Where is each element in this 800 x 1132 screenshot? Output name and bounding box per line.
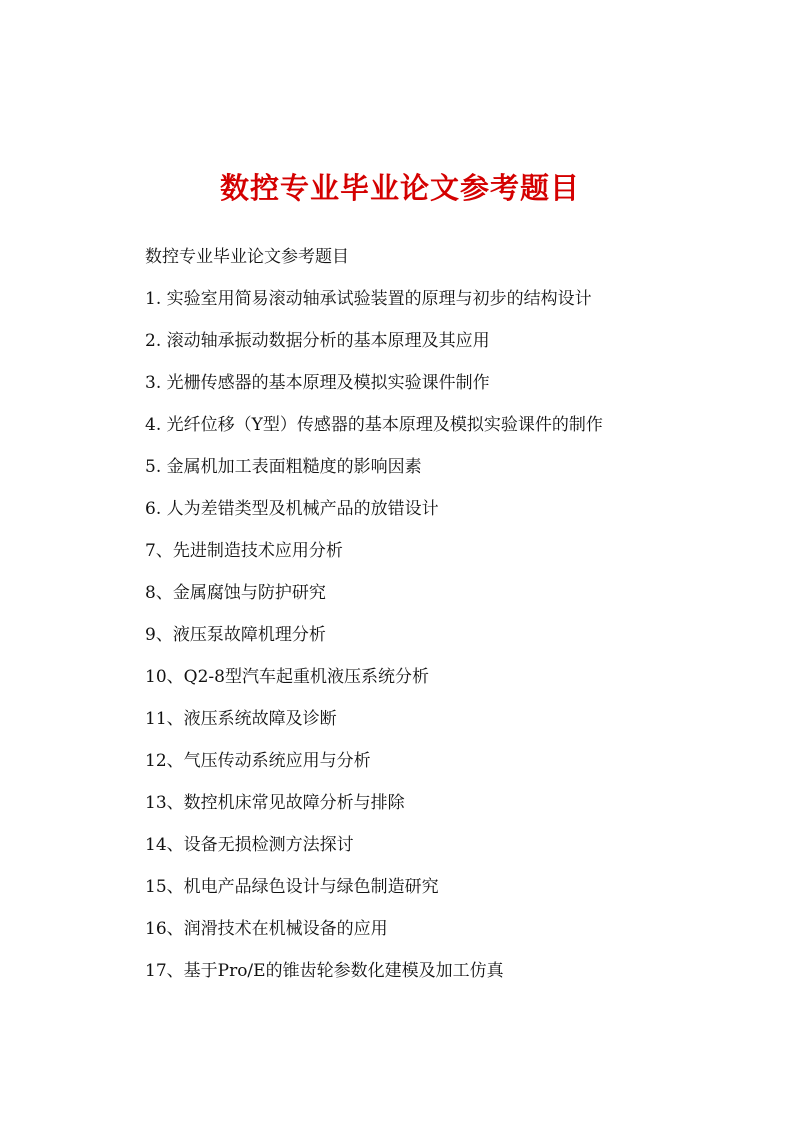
topic-item: 14、设备无损检测方法探讨 [145, 835, 354, 855]
topic-item: 5. 金属机加工表面粗糙度的影响因素 [145, 457, 422, 477]
document-title: 数控专业毕业论文参考题目 [219, 171, 580, 205]
topic-item: 7、先进制造技术应用分析 [145, 541, 343, 561]
topic-item: 1. 实验室用简易滚动轴承试验装置的原理与初步的结构设计 [145, 289, 592, 309]
topic-item: 12、气压传动系统应用与分析 [145, 751, 371, 771]
topic-item: 3. 光栅传感器的基本原理及模拟实验课件制作 [145, 373, 490, 393]
topic-item: 15、机电产品绿色设计与绿色制造研究 [145, 877, 439, 897]
topic-item: 10、Q2-8型汽车起重机液压系统分析 [145, 667, 429, 687]
topic-item: 8、金属腐蚀与防护研究 [145, 583, 326, 603]
topic-item: 17、基于Pro/E的锥齿轮参数化建模及加工仿真 [145, 961, 504, 981]
topic-item: 11、液压系统故障及诊断 [145, 709, 337, 729]
topic-item: 2. 滚动轴承振动数据分析的基本原理及其应用 [145, 331, 490, 351]
topic-item: 16、润滑技术在机械设备的应用 [145, 919, 388, 939]
topic-item: 4. 光纤位移（Y型）传感器的基本原理及模拟实验课件的制作 [145, 415, 603, 435]
document-subtitle: 数控专业毕业论文参考题目 [145, 247, 349, 267]
topic-item: 9、液压泵故障机理分析 [145, 625, 326, 645]
topic-list [145, 286, 603, 1000]
topic-item: 13、数控机床常见故障分析与排除 [145, 793, 405, 813]
topic-item: 6. 人为差错类型及机械产品的放错设计 [145, 499, 439, 519]
